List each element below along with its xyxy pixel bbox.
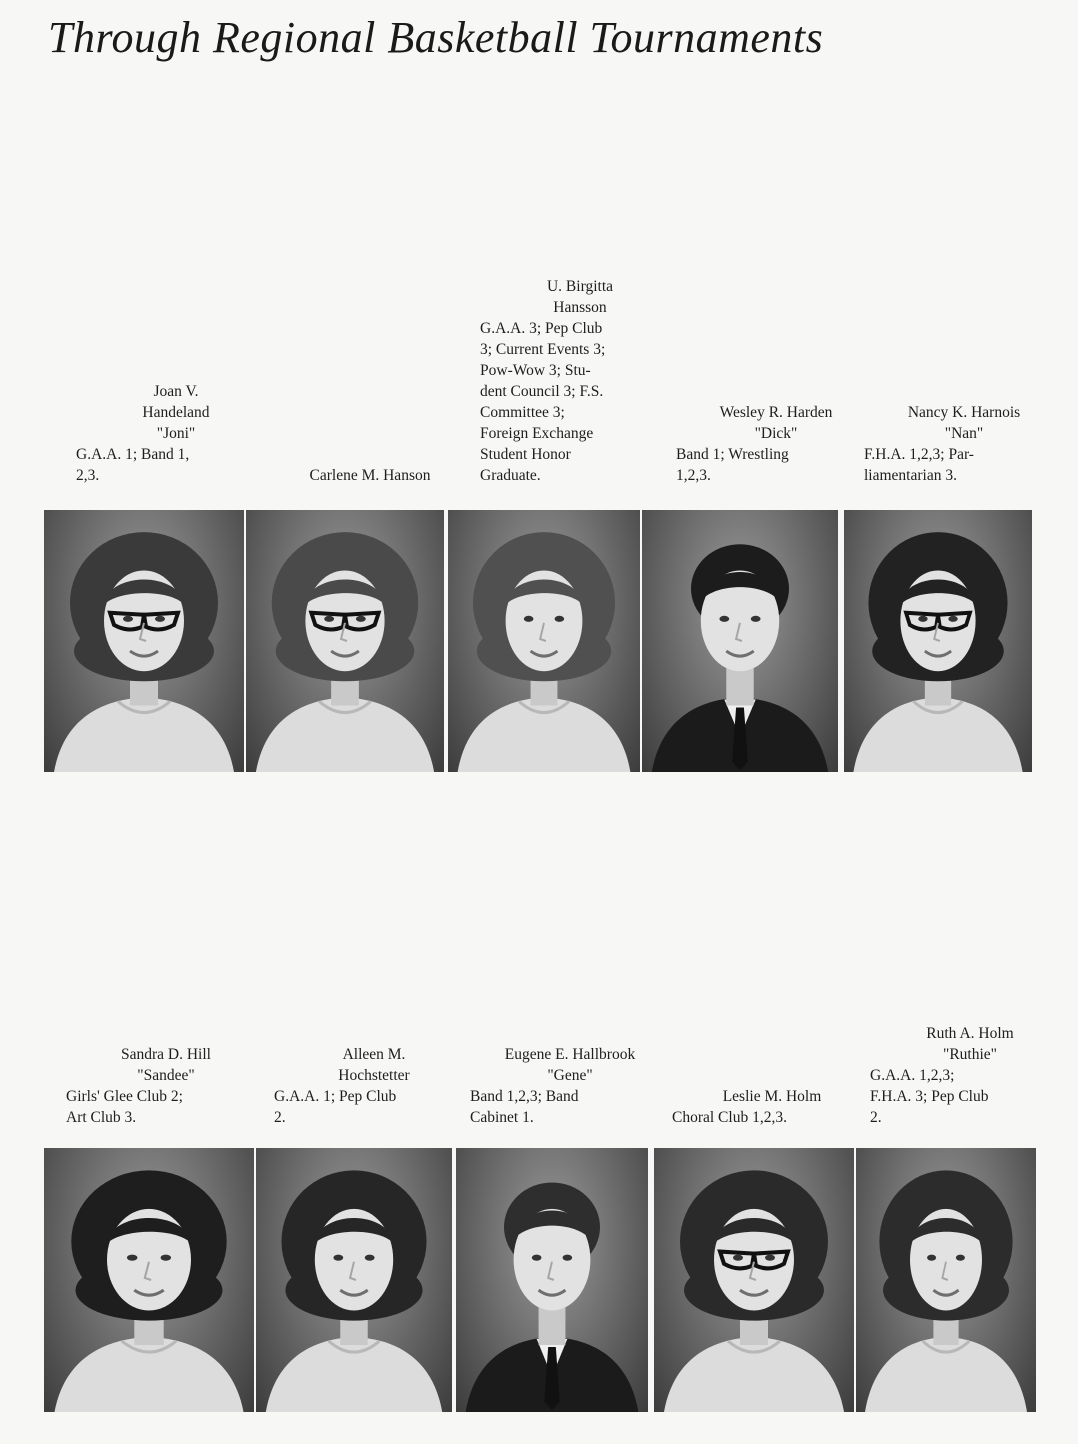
student-activities: G.A.A. 1,2,3; F.H.A. 3; Pep Club 2. bbox=[870, 1067, 989, 1126]
student-photo-sandra-d-hill bbox=[44, 1148, 254, 1412]
student-nickname: "Nan" bbox=[944, 425, 984, 442]
student-caption bbox=[270, 465, 470, 486]
student-activities: G.A.A. 1; Pep Club 2. bbox=[274, 1088, 397, 1126]
student-caption bbox=[676, 402, 876, 486]
student-caption bbox=[76, 381, 276, 486]
student-activities: Band 1,2,3; Band Cabinet 1. bbox=[470, 1088, 579, 1126]
student-name: Joan V. Handeland bbox=[142, 383, 210, 421]
student-photo-alleen-m-hochstetter bbox=[256, 1148, 452, 1412]
student-photo-joan-v-handeland bbox=[44, 510, 244, 772]
portrait-illustration bbox=[642, 510, 838, 772]
student-activities: G.A.A. 3; Pep Club 3; Current Events 3; Pow-Wow 3; Stu- dent Council 3; F.S. Committee 3; Foreign Exchange Student Honor Graduate. bbox=[480, 320, 606, 484]
student-photo-ruth-a-holm bbox=[856, 1148, 1036, 1412]
student-nickname: "Sandee" bbox=[137, 1067, 195, 1084]
student-photo-leslie-m-holm bbox=[654, 1148, 854, 1412]
student-nickname: "Joni" bbox=[156, 425, 196, 442]
student-caption bbox=[480, 276, 680, 486]
student-caption bbox=[470, 1044, 670, 1128]
student-activities: G.A.A. 1; Band 1, 2,3. bbox=[76, 446, 190, 484]
student-caption bbox=[864, 402, 1064, 486]
portrait-illustration bbox=[844, 510, 1032, 772]
portrait-illustration bbox=[856, 1148, 1036, 1412]
student-name: Wesley R. Harden bbox=[719, 404, 833, 421]
portrait-illustration bbox=[44, 1148, 254, 1412]
student-nickname: "Gene" bbox=[547, 1067, 593, 1084]
student-name: Sandra D. Hill bbox=[121, 1046, 211, 1063]
student-nickname: "Ruthie" bbox=[943, 1046, 997, 1063]
student-caption bbox=[66, 1044, 266, 1128]
portrait-illustration bbox=[654, 1148, 854, 1412]
student-activities: Band 1; Wrestling 1,2,3. bbox=[676, 446, 789, 484]
student-name: Carlene M. Hanson bbox=[309, 467, 431, 484]
student-photo-u-birgitta-hansson bbox=[448, 510, 640, 772]
student-name: Ruth A. Holm bbox=[926, 1025, 1014, 1042]
portrait-illustration bbox=[44, 510, 244, 772]
student-name: Alleen M. Hochstetter bbox=[338, 1046, 410, 1084]
student-nickname: "Dick" bbox=[754, 425, 798, 442]
student-caption bbox=[672, 1086, 872, 1128]
student-photo-nancy-k-harnois bbox=[844, 510, 1032, 772]
student-caption bbox=[274, 1044, 474, 1128]
portrait-illustration bbox=[448, 510, 640, 772]
student-name: Leslie M. Holm bbox=[722, 1088, 822, 1105]
student-photo-eugene-e-hallbrook bbox=[456, 1148, 648, 1412]
portrait-illustration bbox=[456, 1148, 648, 1412]
student-activities: Girls' Glee Club 2; Art Club 3. bbox=[66, 1088, 183, 1126]
page-title: Through Regional Basketball Tournaments bbox=[48, 13, 824, 62]
student-caption bbox=[870, 1023, 1070, 1128]
student-name: U. Birgitta Hansson bbox=[546, 278, 614, 316]
portrait-illustration bbox=[246, 510, 444, 772]
student-name: Nancy K. Harnois bbox=[907, 404, 1021, 421]
student-activities: Choral Club 1,2,3. bbox=[672, 1109, 787, 1126]
student-photo-wesley-r-harden bbox=[642, 510, 838, 772]
student-photo-carlene-m-hanson bbox=[246, 510, 444, 772]
portrait-illustration bbox=[256, 1148, 452, 1412]
student-name: Eugene E. Hallbrook bbox=[504, 1046, 636, 1063]
student-activities: F.H.A. 1,2,3; Par- liamentarian 3. bbox=[864, 446, 974, 484]
